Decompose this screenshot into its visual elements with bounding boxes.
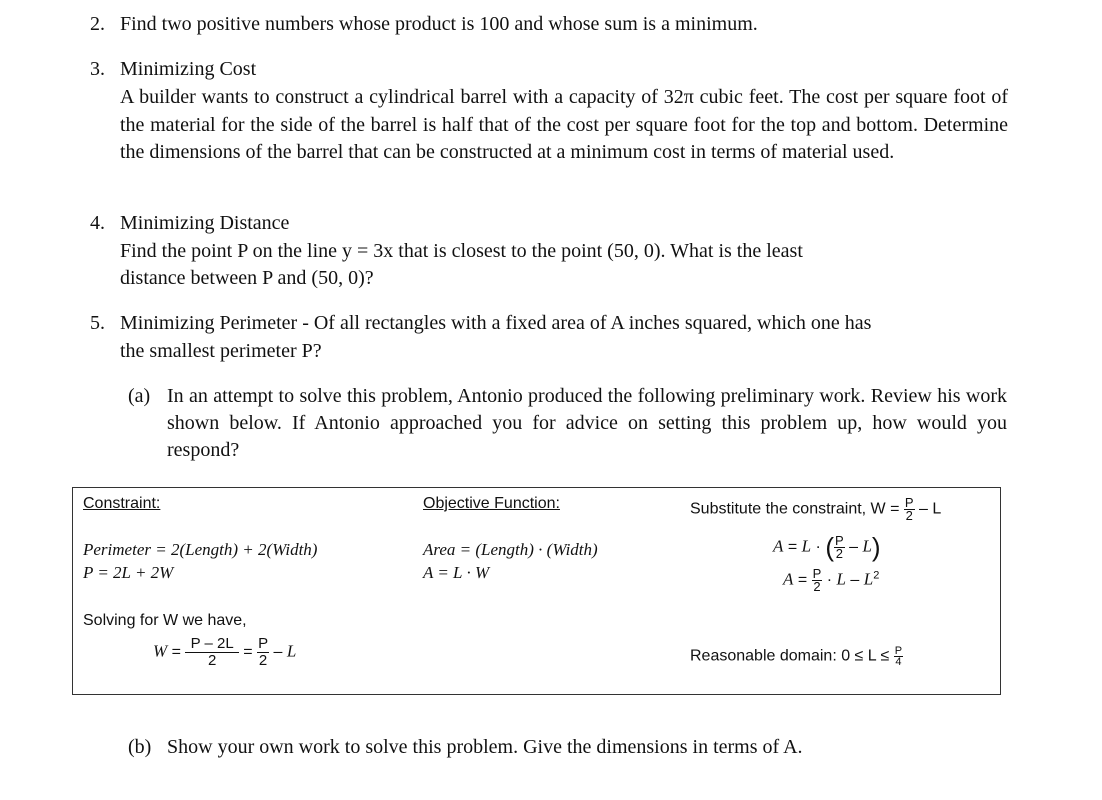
problem-number: 4. [90,212,105,234]
antonio-work-box [72,487,1001,695]
objective-header: Objective Function: [423,495,560,512]
problem-number: 5. [90,312,105,334]
area-expanded-equation: A = $\frac{P}{2}$ · L – $L^2$ [783,566,880,594]
solving-label: Solving for W we have, [83,612,247,629]
problem-body-line-1: Find the point P on the line y = 3x that is closest to the point (50, 0). What is the least [120,240,803,262]
substitute-label: Substitute the constraint, W = [690,500,900,518]
part-a-text: In an attempt to solve this problem, Antonio produced the following preliminary work. Review his work shown below. If Antonio approached you for advice on setting this problem up, how would you respond? [167,385,1007,461]
part-a-label: (a) [128,385,151,407]
part-b-label: (b) [128,736,152,758]
problem-text: Find two positive numbers whose product is 100 and whose sum is a minimum. [120,13,758,35]
problem-number: 2. [90,13,105,35]
problem-number: 3. [90,58,105,80]
substitute-header: Substitute the constraint, W = $\frac{P}{2}$ – L [690,495,942,523]
perimeter-equation: Perimeter = 2(Length) + 2(Width) [83,540,318,559]
area-equation: Area = (Length) · (Width) [423,540,598,559]
p-over-4-fraction: $\frac{P}{4}$ [894,645,903,668]
p-equation: P = 2L + 2W [83,563,174,582]
problem-body-line-2: distance between P and (50, 0)? [120,267,374,289]
problem-heading: Minimizing Distance [120,212,290,234]
reasonable-domain [690,646,903,667]
w-solved-equation: W = $\frac{P - 2L}{2}$ = $\frac{P}{2}$ – L [153,635,297,669]
a-equation: A = L · W [423,563,490,582]
reasonable-domain-label: Reasonable domain: 0 ≤ L ≤ [690,647,890,665]
problem-heading: Minimizing Perimeter - Of all rectangles with a fixed area of A inches squared, which one has [120,312,872,334]
problem-line-2: the smallest perimeter P? [120,340,322,362]
area-substituted-equation: A = L · ( $\frac{P}{2}$ – L) [773,532,881,562]
part-b-text: Show your own work to solve this problem. Give the dimensions in terms of A. [167,736,803,758]
constraint-header: Constraint: [83,495,161,512]
problem-body: A builder wants to construct a cylindrical barrel with a capacity of 32π cubic feet. The cost per square foot of the material for the side of the barrel is half that of the cost per square foot for the top and bottom. Determine the dimensions of the barrel that can be constructed at a minimum cost in terms of material used. [120,86,1008,163]
problem-heading: Minimizing Cost [120,58,257,80]
p-over-2-fraction: $\frac{P}{2}$ [904,495,914,523]
